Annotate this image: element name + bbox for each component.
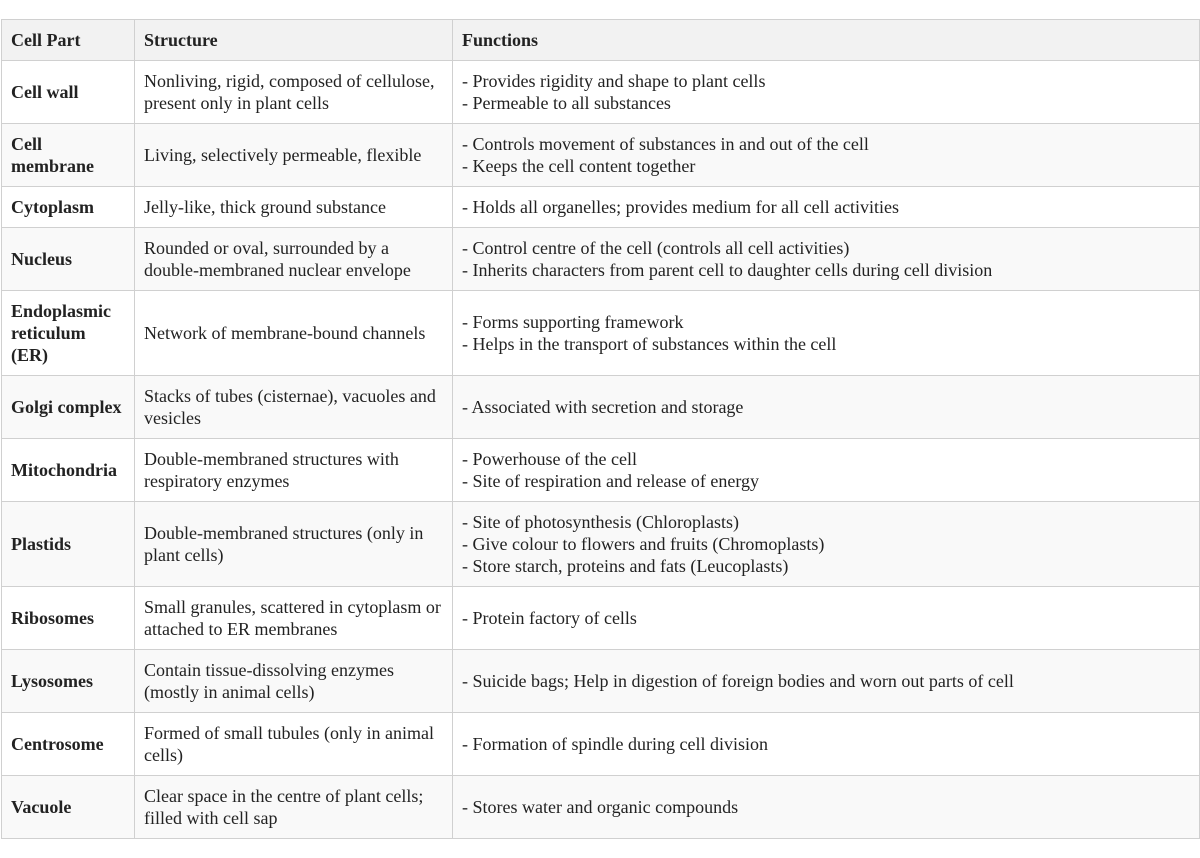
cell-functions [453, 650, 1200, 713]
table-row [2, 587, 1200, 650]
cell-part-name: Ribosomes [2, 587, 135, 650]
function-line: - Associated with secretion and storage [462, 397, 744, 417]
header-structure: Structure [135, 20, 453, 61]
function-line: - Protein factory of cells [462, 608, 637, 628]
cell-functions [453, 439, 1200, 502]
cell-part-name: Vacuole [2, 776, 135, 839]
function-line: - Keeps the cell content together [462, 156, 696, 176]
cell-part-name: Golgi complex [2, 376, 135, 439]
function-line: - Give colour to flowers and fruits (Chromoplasts) [462, 534, 825, 554]
cell-part-name: Cytoplasm [2, 187, 135, 228]
table-row [2, 228, 1200, 291]
function-line: - Holds all organelles; provides medium for all cell activities [462, 197, 900, 217]
cell-structure: Clear space in the centre of plant cells; filled with cell sap [135, 776, 453, 839]
cell-functions [453, 713, 1200, 776]
function-line: - Store starch, proteins and fats (Leucoplasts) [462, 556, 789, 576]
cell-structure: Stacks of tubes (cisternae), vacuoles and vesicles [135, 376, 453, 439]
table-row [2, 61, 1200, 124]
function-line: - Site of photosynthesis (Chloroplasts) [462, 512, 739, 532]
function-line: - Permeable to all substances [462, 93, 671, 113]
cell-parts-table [1, 19, 1200, 839]
cell-functions [453, 124, 1200, 187]
cell-part-name: Centrosome [2, 713, 135, 776]
table-row [2, 124, 1200, 187]
function-line: - Formation of spindle during cell division [462, 734, 768, 754]
function-line: - Provides rigidity and shape to plant cells [462, 71, 766, 91]
cell-part-name: Lysosomes [2, 650, 135, 713]
cell-structure: Rounded or oval, surrounded by a double-membraned nuclear envelope [135, 228, 453, 291]
cell-functions [453, 228, 1200, 291]
cell-part-name: Mitochondria [2, 439, 135, 502]
cell-part-name: Endoplasmic reticulum (ER) [2, 291, 135, 376]
cell-structure: Formed of small tubules (only in animal cells) [135, 713, 453, 776]
cell-part-name: Plastids [2, 502, 135, 587]
function-line: - Suicide bags; Help in digestion of foreign bodies and worn out parts of cell [462, 671, 1014, 691]
cell-functions [453, 187, 1200, 228]
function-line: - Forms supporting framework [462, 312, 684, 332]
cell-functions [453, 376, 1200, 439]
function-line: - Powerhouse of the cell [462, 449, 637, 469]
cell-structure: Jelly-like, thick ground substance [135, 187, 453, 228]
cell-structure: Contain tissue-dissolving enzymes (mostly in animal cells) [135, 650, 453, 713]
header-row [2, 20, 1200, 61]
header-functions: Functions [453, 20, 1200, 61]
function-line: - Control centre of the cell (controls all cell activities) [462, 238, 850, 258]
table-row [2, 502, 1200, 587]
cell-structure: Living, selectively permeable, flexible [135, 124, 453, 187]
cell-functions [453, 776, 1200, 839]
table-body [2, 61, 1200, 839]
table-row [2, 713, 1200, 776]
cell-structure: Network of membrane-bound channels [135, 291, 453, 376]
cell-functions [453, 502, 1200, 587]
cell-part-name: Cell wall [2, 61, 135, 124]
function-line: - Controls movement of substances in and out of the cell [462, 134, 869, 154]
function-line: - Helps in the transport of substances within the cell [462, 334, 837, 354]
function-line: - Site of respiration and release of energy [462, 471, 760, 491]
function-line: - Inherits characters from parent cell to daughter cells during cell division [462, 260, 993, 280]
table-row [2, 187, 1200, 228]
header-cell-part: Cell Part [2, 20, 135, 61]
cell-structure: Nonliving, rigid, composed of cellulose, present only in plant cells [135, 61, 453, 124]
cell-part-name: Nucleus [2, 228, 135, 291]
table-row [2, 291, 1200, 376]
cell-functions [453, 291, 1200, 376]
table-row [2, 650, 1200, 713]
cell-structure: Double-membraned structures with respiratory enzymes [135, 439, 453, 502]
cell-part-name: Cell membrane [2, 124, 135, 187]
function-line: - Stores water and organic compounds [462, 797, 739, 817]
cell-functions [453, 587, 1200, 650]
cell-functions [453, 61, 1200, 124]
cell-parts-table-container [1, 19, 1199, 839]
cell-structure: Double-membraned structures (only in plant cells) [135, 502, 453, 587]
table-row [2, 376, 1200, 439]
cell-structure: Small granules, scattered in cytoplasm or attached to ER membranes [135, 587, 453, 650]
table-row [2, 439, 1200, 502]
table-row [2, 776, 1200, 839]
